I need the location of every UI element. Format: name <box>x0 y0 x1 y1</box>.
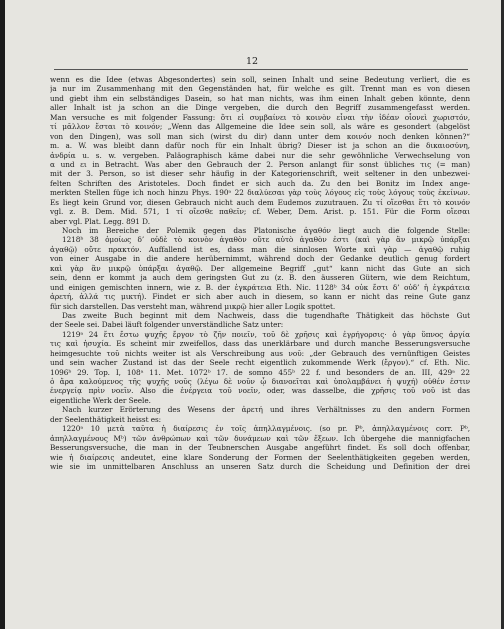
text-line: wie ἡ διαίρεσις andeutet, eine klare Sonderung der Formen der Seelenthätigkeiten gegeben werden, <box>50 452 470 462</box>
text-line: α und ει in Betracht. Was aber den Gebrauch der 2. Person anlangt für sonst übliches τις (= man) <box>50 159 470 169</box>
text-line: καὶ γὰρ ἂν μικρῷ ὑπάρξαι ἀγαθῷ. Der allgemeine Begriff „gut“ kann nicht das Gute an sich <box>50 263 470 273</box>
left-scan-edge <box>0 0 5 629</box>
text-line: Besserungsversuche, die man in der Teubnerschen Ausgabe angeführt findet. Es soll doch offenbar, <box>50 443 470 453</box>
text-line: merkten Stellen füge ich noch hinzu Phys. 190ᵃ 22 διαλύεσαι γὰρ τοὺς λόγους εἰς τοὺς λόγους τοὺς ἐκείνων. <box>50 188 470 198</box>
text-line: ὁ ἄρα καλούμενος τῆς ψυχῆς νοῦς (λέγω δὲ νοῦν ᾧ διανοεῖται καὶ ὑπολαμβάνει ἡ ψυχή) οὐθέν ἐστιν <box>50 377 470 386</box>
text-line: ἀρετή, ἀλλά τις μικτή). Findet er sich aber auch in diesem, so kann er nicht das reine Gute ganz <box>50 292 470 302</box>
text-line: 1218ᵇ 38 ὁμοίως δ’ οὐδὲ τὸ κοινὸν ἀγαθὸν οὔτε αὐτὸ ἀγαθὸν ἐστι (καὶ γὰρ ἂν μικρῷ ὑπάρξαι <box>62 235 470 245</box>
text-line: felten Schriften des Aristoteles. Doch findet er sich auch da. Zu den bei Bonitz im Index ange- <box>50 178 470 188</box>
text-line: wenn es die Idee (etwas Abgesondertes) sein soll, seinen Inhalt und seine Bedeutung verliert, die es <box>50 75 470 84</box>
text-line: ἐνεργείᾳ πρὶν νοεῖν. Also die ἐνέργεια τοῦ νοεῖν, oder, was dasselbe, die χρῆσις τοῦ νοῦ ist das <box>50 386 470 396</box>
text-line: wie sie im unmittelbaren Anschluss an unseren Satz durch die Scheidung und Definition der drei <box>50 461 470 471</box>
text-line: Das zweite Buch beginnt mit dem Nachweis, dass die tugendhafte Thätigkeit das höchste Gut <box>62 310 470 320</box>
text-line: ἀγαθῷ) οὔτε πρακτόν. Auffallend ist es, dass man die sinnlosen Worte καὶ γὰρ — ἀγαθῷ ruhig <box>50 244 470 254</box>
text-line: Man versuche es mit folgender Fassung: ὅτι εἰ συμβαίνει τὸ κοινὸν εἶναι τὴν ἰδέαν οἷονεὶ χωριστόν, <box>50 112 470 122</box>
text-line: und einigen gemischten innern, wie z. B. der ἐγκράτεια Eth. Nic. 1128ᵇ 34 οὐκ ἔστι δ’ οὐδ’ ἡ ἐγκράτεια <box>50 282 470 292</box>
text-line: 1220ᵃ 10 μετὰ ταῦτα ἡ διαίρεσις ἐν τοῖς ἀπηλλαγμένοις. (so pr. Pᵇ, ἀπηλλαγμένοις corr. Pᵇ, <box>62 424 470 434</box>
text-line: sein, denn er kommt ja auch dem geringsten Gut zu (z. B. den äusseren Gütern, wie dem Reichtum, <box>50 273 470 283</box>
text-line: vgl. z. B. Dem. Mid. 571, 1 τί οἴεσθε παθεῖν; cf. Weber, Dem. Arist. p. 151. Für die Form οἴεσαι <box>50 207 470 217</box>
text-line: ἀνδρία u. s. w. vergeben. Paläographisch käme dabei nur die sehr gewöhnliche Verwechselung von <box>50 150 470 160</box>
text-line: m. a. W. was bleibt dann dafür noch für ein Inhalt übrig? Dieser ist ja schon an die δικαιοσύνη, <box>50 141 470 151</box>
body-text <box>50 75 470 471</box>
text-line: 1096ᵇ 29. Top. I, 108ᵃ 11. Met. 1072ᵇ 17. de somno 455ᵇ 22 f. und besonders de an. III, 429ᵃ 22 <box>50 367 470 377</box>
text-line: ἀπηλλαγμένους Mᵇ) τῶν ἀνθρώπων καὶ τῶν δυνάμεων καὶ τῶν ἕξεων. Ich übergehe die mannigfachen <box>50 433 470 443</box>
page-number: 12 <box>245 56 259 67</box>
text-line: von den Dingen), was soll man sich (wirst du dir) dann unter dem κοινόν noch denken können?“ <box>50 131 470 141</box>
text-line: für sich darstellen. Das versteht man, während μικρῷ hier aller Logik spottet. <box>50 301 336 311</box>
text-line: aller Inhalt ist ja schon an die Dinge vergeben, die durch den Begriff zusammengefasst werden. <box>50 103 470 113</box>
header-rule <box>54 69 468 70</box>
text-line: und giebt ihm ein selbständiges Dasein, so hat man nichts, was ihm einen Inhalt geben könnte, denn <box>50 93 470 103</box>
text-line: von einer Ausgabe in die andere herübernimmt, während doch der Gedanke deutlich genug fordert <box>50 254 470 264</box>
text-line: Noch im Bereiche der Polemik gegen das Platonische ἀγαθόν liegt auch die folgende Stelle: <box>62 226 470 235</box>
text-line: und sein wacher Zustand ist das der Seele recht eigentlich zukommende Werk (ἔργον).“ cf. Eth. Nic. <box>50 358 470 368</box>
text-line: Es liegt kein Grund vor, diesen Gebrauch nicht auch dem Eudemos zuzutrauen. Zu τί οἴεσθαι ἔτι τὸ κοινόν <box>50 197 470 207</box>
text-line: mit der 3. Person, so ist dieser sehr häufig in der Kategorienschrift, weit seltener in den unbezwei- <box>50 169 470 179</box>
text-line: heimgesuchte τοῦ nichts weiter ist als Verschreibung aus νοῦ: „der Gebrauch des vernünftigen Geistes <box>50 348 470 358</box>
text-line: eigentliche Werk der Seele. <box>50 395 151 405</box>
text-line: der Seelenthätigkeit heisst es: <box>50 414 162 424</box>
text-line: Nach kurzer Erörterung des Wesens der ἀρετή und ihres Verhältnisses zu den andern Formen <box>62 405 470 415</box>
text-line: 1219ᵃ 24 ἔτι ἔστω ψυχῆς ἔργον τὸ ζῆν ποιεῖν, τοῦ δὲ χρῆσις καὶ ἐγρήγορσις· ὁ γὰρ ὕπνος ἀργία <box>62 329 470 339</box>
text-line: τις καὶ ἡσυχία. Es scheint mir zweifellos, dass das unerklärbare und durch manche Besserungsversuche <box>50 339 470 349</box>
text-line: der Seele sei. Dabei läuft folgender unverständliche Satz unter: <box>50 320 284 330</box>
text-line: aber vgl. Plat. Legg. 891 D. <box>50 216 150 226</box>
text-line: ja nur im Zusammenhang mit den Gegenständen hat, für welche es gilt. Trennt man es von diesen <box>50 84 470 94</box>
text-line: τί μᾶλλον ἔσται τὸ κοινόν; „Wenn das Allgemeine die Idee sein soll, als wäre es gesondert (abgelöst <box>50 122 470 132</box>
